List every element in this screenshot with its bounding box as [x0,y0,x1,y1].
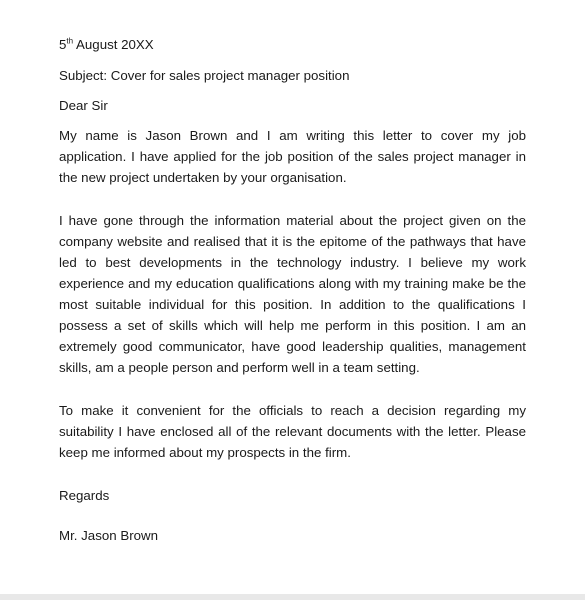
paragraph-qualifications: I have gone through the information material about the project given on the company website and realised that it is the epitome of the pathways that have led to best developments in the technology industry. I believe my work experience and my education qualifications along with my training make be the most suitable individual for this position. In addition to the qualifications I possess a set of skills which will help me perform in this position. I am an extremely good communicator, have good leadership qualities, management skills, am a people person and perform well in a team setting. [59,213,526,375]
date-ordinal-suffix: th [66,36,74,46]
paragraph-closing-remarks: To make it convenient for the officials to reach a decision regarding my suitability I have enclosed all of the relevant documents with the letter. Please keep me informed about my prospects in the firm. [59,403,526,460]
date-month-year: August 20XX [73,37,154,52]
letter-subject: Subject: Cover for sales project manager position [59,68,350,83]
letter-salutation: Dear Sir [59,98,108,113]
cover-letter [59,34,526,546]
letter-closing: Regards [59,488,110,503]
letter-signature: Mr. Jason Brown [59,528,159,543]
page-bottom-edge [0,594,585,600]
paragraph-introduction: My name is Jason Brown and I am writing this letter to cover my job application. I have applied for the job position of the sales project manager in the new project undertaken by your organisation. [59,128,526,185]
letter-date [59,34,526,55]
date-day: 5 [59,37,67,52]
